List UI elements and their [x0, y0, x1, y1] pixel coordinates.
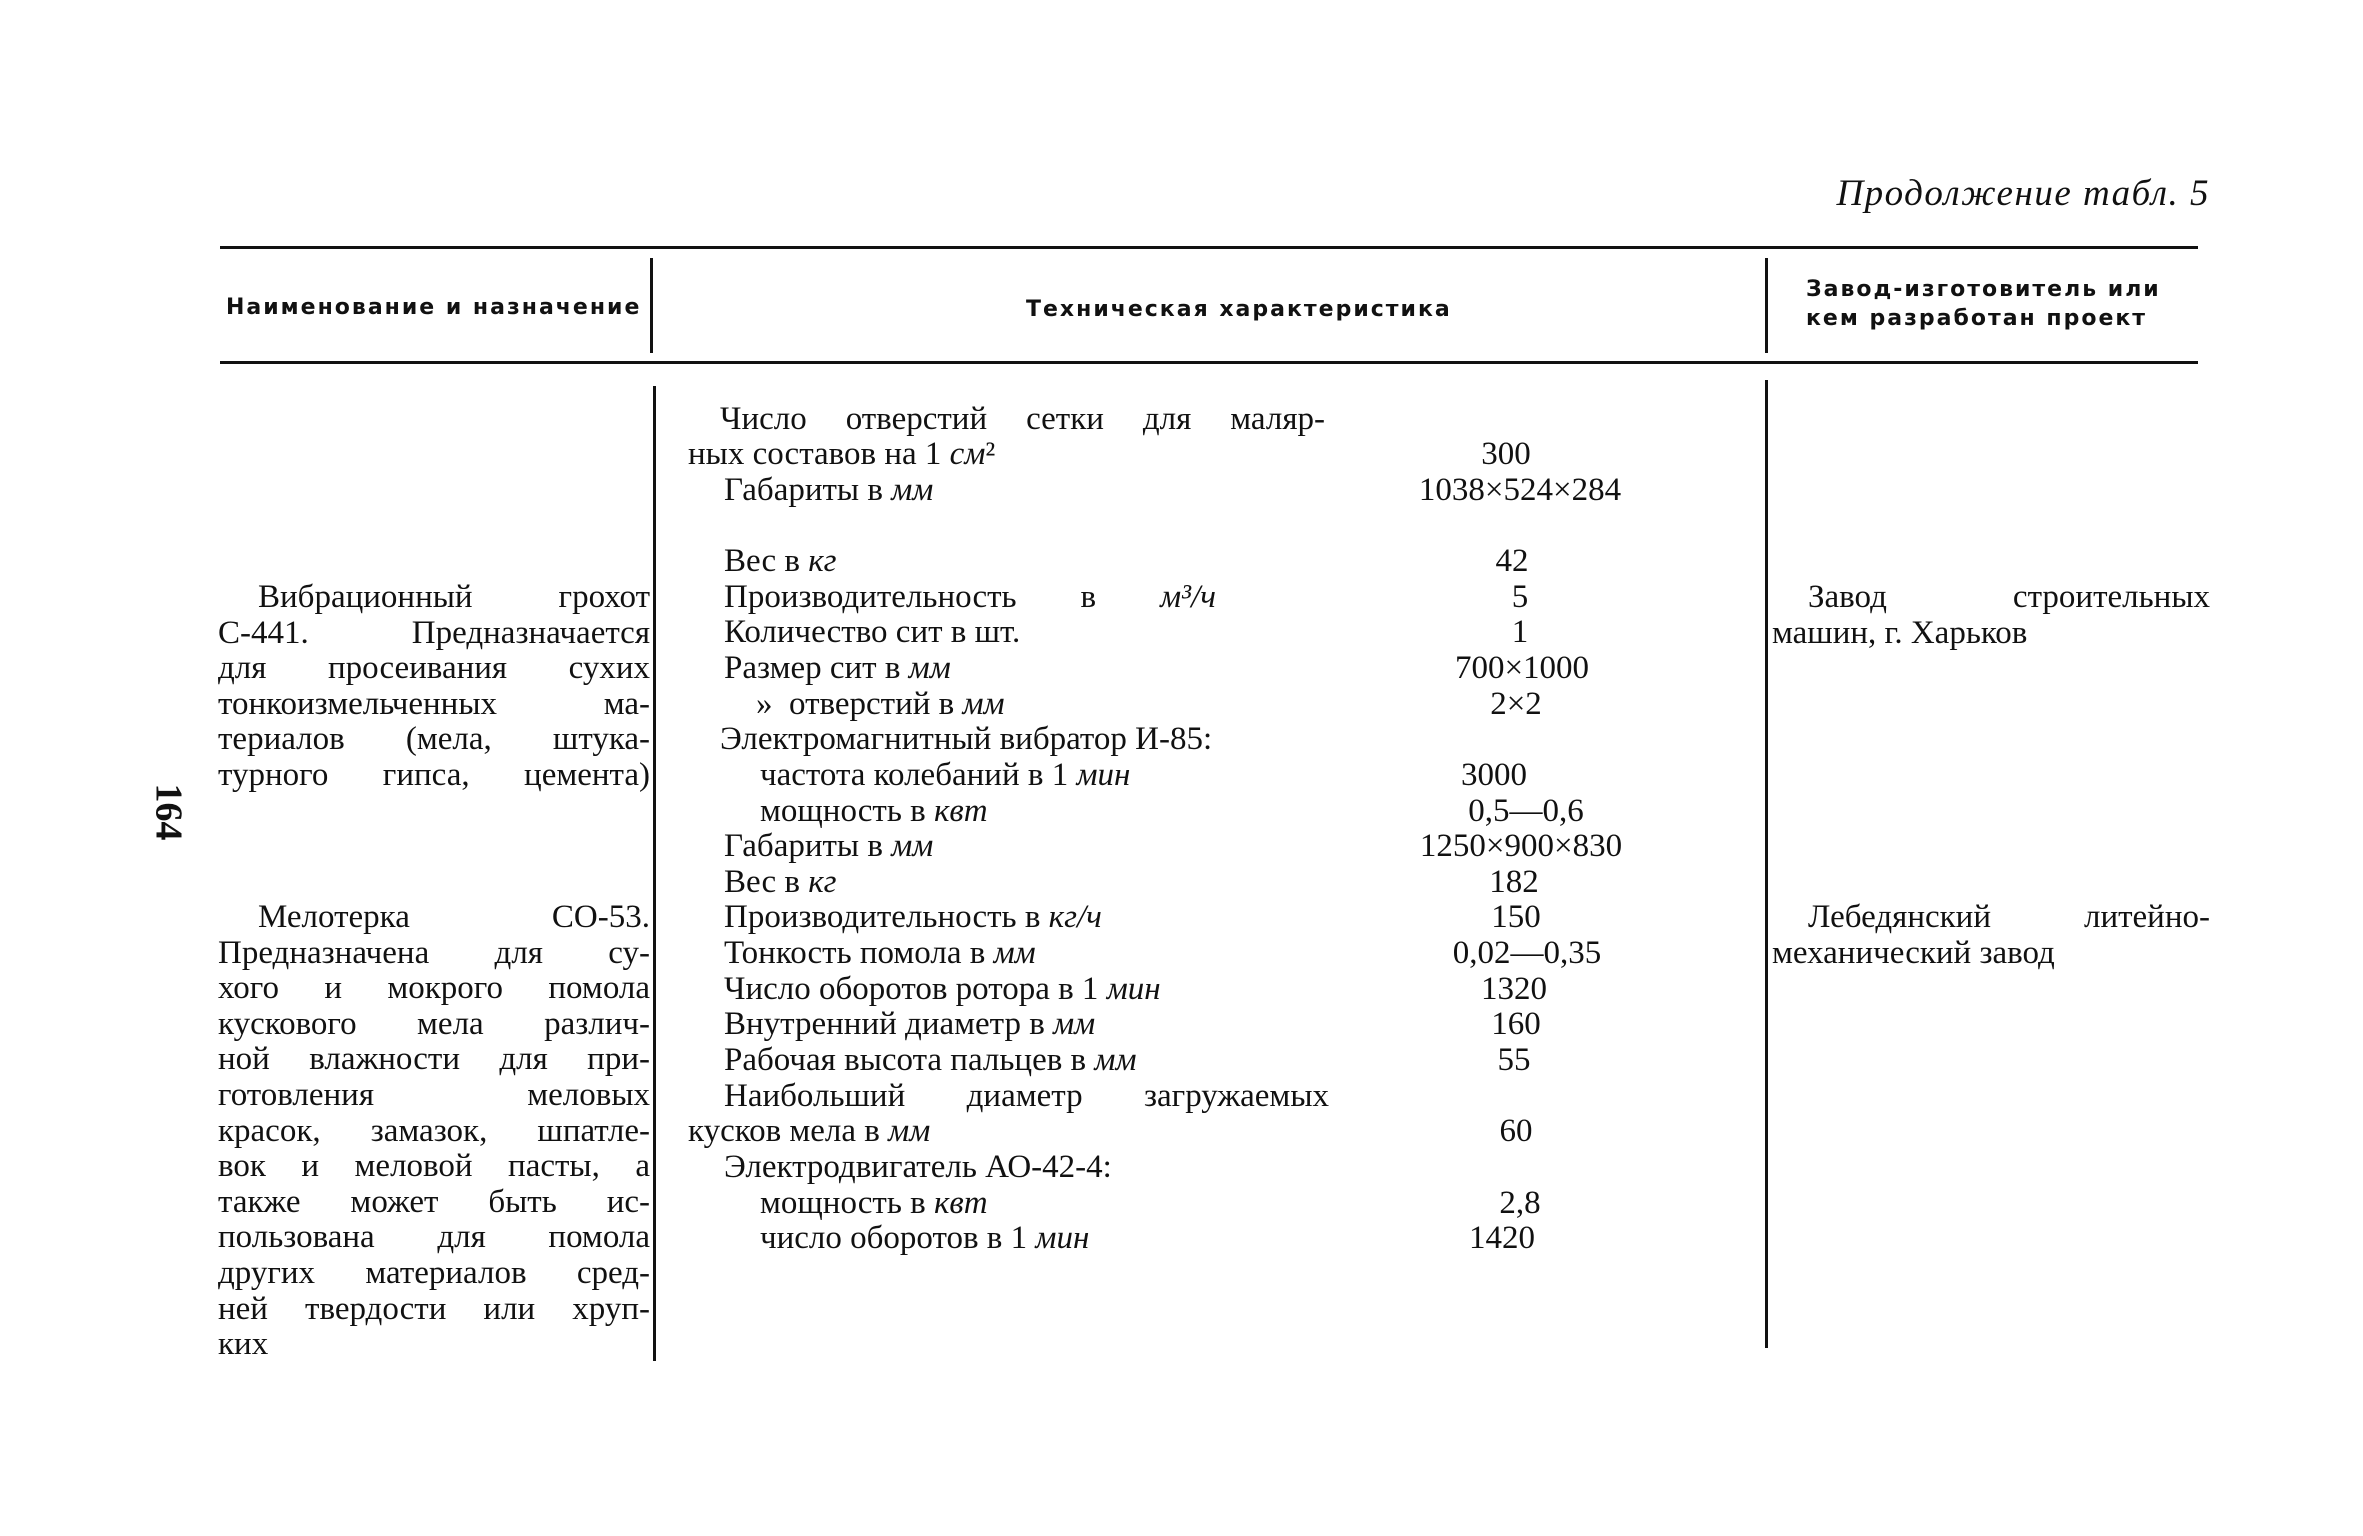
param-unit: мин — [1076, 757, 1131, 793]
param-line — [688, 1114, 930, 1150]
name-line: С-441. Предназначается — [218, 614, 650, 651]
param-unit: мин — [1106, 971, 1161, 1007]
name-line: ких — [218, 1326, 269, 1363]
param-line — [724, 473, 933, 509]
value-cell: 1320 — [1481, 971, 1547, 1007]
param-line — [724, 829, 933, 865]
param-text: Габариты в — [724, 828, 892, 864]
value-cell: 1 — [1511, 614, 1529, 650]
header-name: Наименование и назначение — [226, 295, 642, 320]
param-line — [724, 580, 1216, 616]
param-line — [756, 687, 1005, 723]
param-text: Производительность в — [724, 579, 1161, 615]
param-text: Вес в — [724, 543, 809, 579]
param-unit: см — [949, 436, 986, 472]
name-line: красок, замазок, шпатле- — [218, 1112, 650, 1149]
param-line — [724, 865, 837, 901]
name-line: кускового мела различ- — [218, 1005, 650, 1042]
param-unit: мм — [993, 935, 1036, 971]
param-line — [760, 1221, 1089, 1257]
value-cell: 2,8 — [1499, 1185, 1541, 1221]
param-line — [724, 900, 1102, 936]
value-cell: 60 — [1499, 1113, 1533, 1149]
param-line — [688, 437, 995, 473]
name-grokhot — [218, 580, 650, 794]
name-line: ной влажности для при- — [218, 1041, 650, 1078]
body-divider-1 — [653, 386, 656, 1361]
value-cell: 3000 — [1461, 757, 1527, 793]
value-cell: 150 — [1491, 899, 1541, 935]
param-text: ных составов на 1 — [688, 436, 950, 472]
top-rule — [220, 246, 2198, 249]
param-line — [724, 615, 1020, 651]
name-line: Вибрационный грохот — [258, 579, 650, 615]
factory-grokhot — [1772, 580, 2210, 651]
value-cell: 0,02—0,35 — [1452, 935, 1602, 971]
param-line — [724, 972, 1161, 1008]
param-text: мощность в — [760, 793, 934, 829]
param-unit: мм — [888, 1113, 931, 1149]
param-unit: м³/ч — [1160, 579, 1216, 615]
value-cell: 182 — [1489, 864, 1539, 900]
name-line: вок и меловой пасты, а — [218, 1148, 650, 1185]
param-unit: квт — [933, 1185, 988, 1221]
param-unit: квт — [933, 793, 988, 829]
param-unit: кг — [808, 864, 837, 900]
param-text: Габариты в — [724, 472, 892, 508]
factory-line: машин, г. Харьков — [1772, 614, 2028, 651]
value-cell: 700×1000 — [1454, 650, 1590, 686]
name-line: хого и мокрого помола — [218, 970, 650, 1007]
param-text: Вес в — [724, 864, 809, 900]
param-unit: кг/ч — [1048, 899, 1102, 935]
header-divider-1 — [650, 258, 653, 353]
value-cell: 0,5—0,6 — [1468, 793, 1584, 829]
param-text: число оборотов в 1 — [760, 1220, 1036, 1256]
header-factory-line-2: кем разработан проект — [1806, 306, 2148, 331]
name-line: турного гипса, цемента) — [218, 756, 650, 793]
param-text: Рабочая высота пальцев в — [724, 1042, 1095, 1078]
param-text: » отверстий в — [756, 686, 963, 722]
param-text: Наибольший диаметр загружаемых — [724, 1078, 1329, 1114]
factory-meloterka — [1772, 900, 2210, 971]
factory-line: Завод строительных — [1808, 579, 2210, 615]
param-unit: мин — [1035, 1220, 1090, 1256]
param-unit: мм — [908, 650, 951, 686]
value-cell: 1250×900×830 — [1419, 828, 1623, 864]
name-line: пользована для помола — [218, 1219, 650, 1256]
name-line: для просеивания сухих — [218, 650, 650, 687]
header-factory-line-1: Завод-изготовитель или — [1806, 277, 2161, 302]
value-cell: 1420 — [1469, 1220, 1535, 1256]
param-sup: ² — [985, 436, 996, 472]
param-unit: мм — [891, 828, 934, 864]
param-text: частота колебаний в 1 — [760, 757, 1077, 793]
name-line: ней твердости или хруп- — [218, 1290, 650, 1327]
header-bottom-rule — [220, 361, 2198, 364]
param-line — [760, 758, 1130, 794]
param-line — [724, 1150, 1112, 1186]
name-line: других материалов сред- — [218, 1254, 650, 1291]
name-line: готовления меловых — [218, 1076, 650, 1113]
param-line — [724, 936, 1036, 972]
param-text: Количество сит в шт. — [724, 614, 1021, 650]
table-continuation-caption: Продолжение табл. 5 — [1836, 173, 2210, 214]
param-line — [760, 794, 988, 830]
value-cell: 160 — [1491, 1006, 1541, 1042]
value-cell: 1038×524×284 — [1418, 472, 1622, 508]
name-line: также может быть ис- — [218, 1183, 650, 1220]
param-unit: кг — [808, 543, 837, 579]
name-line: тонкоизмельченных ма- — [218, 685, 650, 722]
factory-line: Лебедянский литейно- — [1808, 899, 2210, 935]
param-line — [724, 1079, 1329, 1115]
factory-line: механический завод — [1772, 934, 2055, 971]
value-cell: 55 — [1497, 1042, 1531, 1078]
param-unit: мм — [1094, 1042, 1137, 1078]
param-text: Тонкость помола в — [724, 935, 994, 971]
name-line: Мелотерка СО-53. — [258, 899, 650, 935]
param-text: Число оборотов ротора в 1 — [724, 971, 1107, 1007]
value-cell: 42 — [1495, 543, 1529, 579]
header-tech: Техническая характеристика — [1026, 297, 1452, 322]
param-line — [724, 1007, 1095, 1043]
param-line — [720, 722, 1212, 758]
name-meloterka — [218, 900, 650, 1363]
param-text: Число отверстий сетки для маляр- — [720, 401, 1325, 437]
param-text: Размер сит в — [724, 650, 909, 686]
param-line — [724, 651, 951, 687]
param-text: Внутренний диаметр в — [724, 1006, 1054, 1042]
value-cell: 5 — [1511, 579, 1529, 615]
param-unit: мм — [1053, 1006, 1096, 1042]
param-text: Производительность в — [724, 899, 1049, 935]
param-line — [720, 402, 1325, 438]
param-line — [724, 544, 837, 580]
name-line: териалов (мела, штука- — [218, 721, 650, 758]
param-unit: мм — [962, 686, 1005, 722]
param-unit: мм — [891, 472, 934, 508]
value-cell: 2×2 — [1490, 686, 1542, 722]
param-text: Электродвигатель АО-42-4: — [724, 1149, 1112, 1185]
param-text: Электромагнитный вибратор И-85: — [720, 721, 1213, 757]
body-divider-2 — [1765, 380, 1768, 1348]
name-line: Предназначена для су- — [218, 934, 650, 971]
param-line — [724, 1043, 1137, 1079]
value-cell: 300 — [1481, 436, 1531, 472]
param-text: кусков мела в — [688, 1113, 889, 1149]
param-line — [760, 1186, 988, 1222]
header-divider-2 — [1765, 258, 1768, 353]
page-number: 164 — [147, 783, 190, 841]
param-text: мощность в — [760, 1185, 934, 1221]
